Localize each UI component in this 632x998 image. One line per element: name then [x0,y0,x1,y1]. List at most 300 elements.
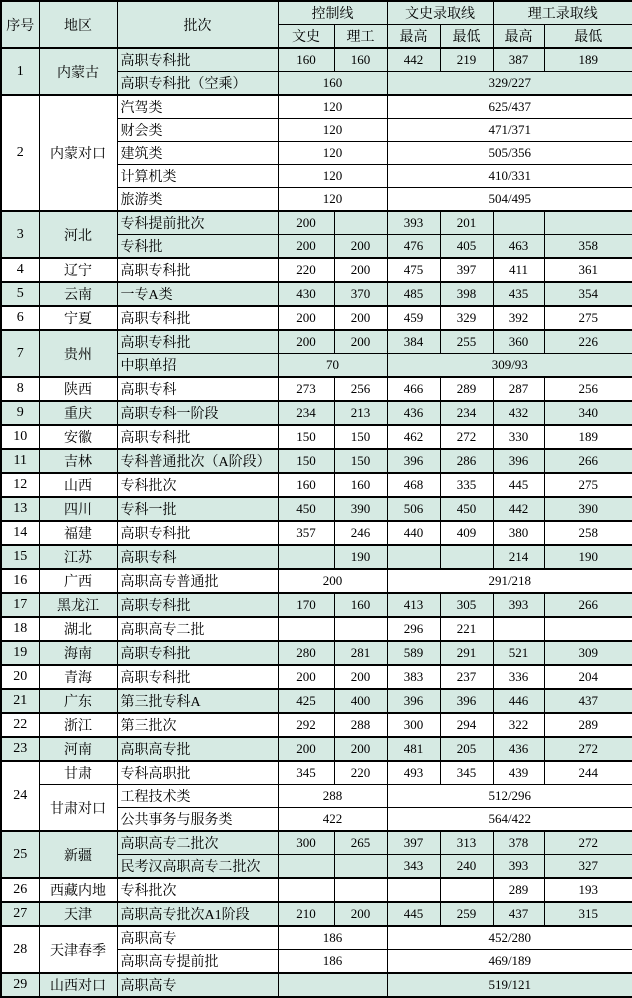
ligong-max-cell: 442 [493,497,544,521]
row-number-cell: 27 [1,902,39,926]
ctrl-wenshi-cell: 200 [278,235,334,259]
ctrl-wenshi-cell: 200 [278,211,334,235]
batch-cell: 高职专科批 [117,330,278,354]
ctrl-ligong-cell: 220 [334,761,387,785]
batch-cell: 专科一批 [117,497,278,521]
wenshi-min-cell: 240 [440,855,493,879]
wenshi-max-cell: 468 [387,473,440,497]
wenshi-max-cell: 436 [387,401,440,425]
table-row [1,545,632,569]
region-cell: 海南 [39,641,117,665]
ligong-min-cell: 437 [544,689,632,713]
ctrl-ligong-cell: 200 [334,235,387,259]
wenshi-max-cell: 440 [387,521,440,545]
ctrl-ligong-cell: 160 [334,593,387,617]
table-row [1,330,632,354]
admission-merged-cell: 564/422 [387,808,632,832]
batch-cell: 高职高专 [117,973,278,997]
table-row [1,713,632,737]
ctrl-wenshi-cell: 345 [278,761,334,785]
region-cell: 陕西 [39,377,117,401]
wenshi-max-cell: 396 [387,689,440,713]
row-number-cell: 17 [1,593,39,617]
ligong-min-cell: 358 [544,235,632,259]
control-merged-cell [278,973,387,997]
ligong-min-cell: 327 [544,855,632,879]
wenshi-min-cell: 219 [440,48,493,72]
table-row [1,449,632,473]
ligong-min-cell: 354 [544,282,632,306]
wenshi-min-cell: 398 [440,282,493,306]
wenshi-min-cell: 329 [440,306,493,330]
table-row [1,473,632,497]
row-number-cell: 15 [1,545,39,569]
row-number-cell: 8 [1,377,39,401]
wenshi-min-cell: 237 [440,665,493,689]
batch-cell: 建筑类 [117,142,278,165]
table-row [1,95,632,119]
header-wenshi-min: 最低 [440,25,493,49]
table-row [1,973,632,997]
table-row [1,211,632,235]
batch-cell: 第三批次 [117,713,278,737]
admission-merged-cell: 329/227 [387,72,632,96]
header-group-control: 控制线 [278,1,387,25]
ctrl-ligong-cell: 370 [334,282,387,306]
admission-merged-cell: 452/280 [387,926,632,950]
ligong-max-cell: 437 [493,902,544,926]
wenshi-min-cell: 255 [440,330,493,354]
admission-merged-cell: 505/356 [387,142,632,165]
wenshi-max-cell: 442 [387,48,440,72]
row-number-cell: 26 [1,878,39,902]
ligong-max-cell: 396 [493,449,544,473]
ligong-max-cell: 380 [493,521,544,545]
row-number-cell: 21 [1,689,39,713]
ctrl-wenshi-cell: 234 [278,401,334,425]
table-row [1,401,632,425]
wenshi-min-cell: 272 [440,425,493,449]
table-row [1,878,632,902]
ligong-max-cell: 436 [493,737,544,761]
ctrl-ligong-cell: 246 [334,521,387,545]
ligong-max-cell: 393 [493,855,544,879]
wenshi-max-cell: 343 [387,855,440,879]
control-merged-cell: 120 [278,165,387,188]
wenshi-max-cell: 459 [387,306,440,330]
table-row [1,831,632,855]
row-number-cell: 29 [1,973,39,997]
ligong-max-cell [493,211,544,235]
wenshi-max-cell: 462 [387,425,440,449]
region-cell: 天津 [39,902,117,926]
row-number-cell: 20 [1,665,39,689]
region-cell: 安徽 [39,425,117,449]
batch-cell: 专科批 [117,235,278,259]
ligong-min-cell: 258 [544,521,632,545]
table-row [1,641,632,665]
wenshi-max-cell: 476 [387,235,440,259]
ctrl-ligong-cell: 400 [334,689,387,713]
row-number-cell: 5 [1,282,39,306]
row-number-cell: 22 [1,713,39,737]
region-cell: 甘肃对口 [39,785,117,832]
batch-cell: 高职高专批次A1阶段 [117,902,278,926]
ligong-min-cell: 266 [544,449,632,473]
wenshi-min-cell: 291 [440,641,493,665]
ligong-max-cell: 446 [493,689,544,713]
batch-cell: 高职专科 [117,545,278,569]
ligong-min-cell: 390 [544,497,632,521]
table-row [1,569,632,593]
ctrl-wenshi-cell: 430 [278,282,334,306]
batch-cell: 高职高专普通批 [117,569,278,593]
batch-cell: 专科提前批次 [117,211,278,235]
ctrl-ligong-cell: 256 [334,377,387,401]
row-number-cell: 2 [1,95,39,211]
ctrl-wenshi-cell: 150 [278,425,334,449]
score-table-body [1,48,632,997]
row-number-cell: 13 [1,497,39,521]
wenshi-min-cell: 405 [440,235,493,259]
ligong-max-cell: 439 [493,761,544,785]
region-cell: 辽宁 [39,258,117,282]
ctrl-ligong-cell: 213 [334,401,387,425]
region-cell: 黑龙江 [39,593,117,617]
region-cell: 青海 [39,665,117,689]
region-cell: 河北 [39,211,117,258]
ctrl-wenshi-cell: 357 [278,521,334,545]
ctrl-wenshi-cell: 210 [278,902,334,926]
ctrl-ligong-cell: 150 [334,425,387,449]
batch-cell: 高职高专批 [117,737,278,761]
ctrl-ligong-cell: 200 [334,306,387,330]
batch-cell: 计算机类 [117,165,278,188]
wenshi-min-cell: 396 [440,689,493,713]
ctrl-wenshi-cell [278,545,334,569]
wenshi-min-cell: 294 [440,713,493,737]
wenshi-max-cell: 493 [387,761,440,785]
ligong-max-cell: 378 [493,831,544,855]
row-number-cell: 19 [1,641,39,665]
table-row [1,593,632,617]
ligong-max-cell: 392 [493,306,544,330]
header-diqu: 地区 [39,1,117,48]
ligong-max-cell: 387 [493,48,544,72]
header-group-wenshi: 文史录取线 [387,1,493,25]
ctrl-wenshi-cell: 300 [278,831,334,855]
wenshi-max-cell: 475 [387,258,440,282]
batch-cell: 高职专科批 [117,48,278,72]
row-number-cell: 25 [1,831,39,878]
table-row [1,785,632,808]
batch-cell: 高职专科批 [117,306,278,330]
batch-cell: 专科批次 [117,473,278,497]
wenshi-min-cell [440,878,493,902]
batch-cell: 高职高专 [117,926,278,950]
wenshi-max-cell: 397 [387,831,440,855]
row-number-cell: 23 [1,737,39,761]
region-cell: 河南 [39,737,117,761]
row-number-cell: 6 [1,306,39,330]
ctrl-ligong-cell [334,211,387,235]
wenshi-min-cell: 259 [440,902,493,926]
table-row [1,761,632,785]
table-row [1,282,632,306]
row-number-cell: 14 [1,521,39,545]
region-cell: 山西对口 [39,973,117,997]
wenshi-min-cell: 335 [440,473,493,497]
table-row [1,926,632,950]
batch-cell: 高职专科批（空乘） [117,72,278,96]
ligong-max-cell: 411 [493,258,544,282]
control-merged-cell: 422 [278,808,387,832]
region-cell: 云南 [39,282,117,306]
ctrl-ligong-cell [334,878,387,902]
batch-cell: 高职专科批 [117,593,278,617]
row-number-cell: 12 [1,473,39,497]
wenshi-min-cell: 286 [440,449,493,473]
ctrl-wenshi-cell: 160 [278,473,334,497]
region-cell: 湖北 [39,617,117,641]
region-cell: 贵州 [39,330,117,377]
batch-cell: 高职高专二批次 [117,831,278,855]
wenshi-max-cell: 384 [387,330,440,354]
ligong-min-cell: 189 [544,425,632,449]
admission-merged-cell: 504/495 [387,188,632,212]
ligong-max-cell: 330 [493,425,544,449]
ctrl-ligong-cell: 190 [334,545,387,569]
ctrl-wenshi-cell: 160 [278,48,334,72]
batch-cell: 高职高专二批 [117,617,278,641]
batch-cell: 高职专科一阶段 [117,401,278,425]
row-number-cell: 16 [1,569,39,593]
table-row [1,689,632,713]
wenshi-max-cell: 466 [387,377,440,401]
ligong-min-cell: 226 [544,330,632,354]
table-row [1,425,632,449]
batch-cell: 高职专科 [117,377,278,401]
batch-cell: 旅游类 [117,188,278,212]
wenshi-min-cell: 450 [440,497,493,521]
wenshi-max-cell: 485 [387,282,440,306]
ligong-min-cell: 289 [544,713,632,737]
ctrl-ligong-cell: 200 [334,258,387,282]
batch-cell: 财会类 [117,119,278,142]
region-cell: 福建 [39,521,117,545]
header-group-ligong: 理工录取线 [493,1,632,25]
ctrl-wenshi-cell: 280 [278,641,334,665]
region-cell: 内蒙对口 [39,95,117,211]
ligong-max-cell: 445 [493,473,544,497]
region-cell: 甘肃 [39,761,117,785]
batch-cell: 专科批次 [117,878,278,902]
ctrl-wenshi-cell [278,855,334,879]
ligong-min-cell: 315 [544,902,632,926]
wenshi-min-cell: 289 [440,377,493,401]
admission-merged-cell: 309/93 [387,354,632,378]
table-header [1,1,632,48]
wenshi-max-cell: 589 [387,641,440,665]
wenshi-min-cell: 205 [440,737,493,761]
batch-cell: 高职专科批 [117,521,278,545]
ctrl-wenshi-cell: 425 [278,689,334,713]
control-merged-cell: 186 [278,926,387,950]
batch-cell: 汽驾类 [117,95,278,119]
header-ligong-min: 最低 [544,25,632,49]
header-xuhao: 序号 [1,1,39,48]
ctrl-wenshi-cell: 200 [278,737,334,761]
table-row [1,258,632,282]
admission-merged-cell: 471/371 [387,119,632,142]
ctrl-ligong-cell: 200 [334,665,387,689]
admission-merged-cell: 291/218 [387,569,632,593]
ctrl-wenshi-cell [278,878,334,902]
wenshi-max-cell: 413 [387,593,440,617]
ctrl-ligong-cell: 200 [334,737,387,761]
ctrl-wenshi-cell: 450 [278,497,334,521]
batch-cell: 高职高专提前批 [117,950,278,974]
wenshi-max-cell: 296 [387,617,440,641]
ctrl-wenshi-cell: 200 [278,330,334,354]
ctrl-ligong-cell: 200 [334,330,387,354]
table-row [1,306,632,330]
region-cell: 山西 [39,473,117,497]
ligong-max-cell: 336 [493,665,544,689]
ligong-max-cell: 393 [493,593,544,617]
ctrl-wenshi-cell: 292 [278,713,334,737]
admission-merged-cell: 519/121 [387,973,632,997]
ctrl-ligong-cell: 160 [334,48,387,72]
region-cell: 新疆 [39,831,117,878]
wenshi-max-cell: 481 [387,737,440,761]
ligong-min-cell: 266 [544,593,632,617]
wenshi-min-cell: 345 [440,761,493,785]
table-row [1,497,632,521]
control-merged-cell: 120 [278,188,387,212]
batch-cell: 中职单招 [117,354,278,378]
ligong-min-cell: 275 [544,473,632,497]
ligong-max-cell: 521 [493,641,544,665]
admission-merged-cell: 410/331 [387,165,632,188]
row-number-cell: 24 [1,761,39,831]
ctrl-wenshi-cell: 150 [278,449,334,473]
row-number-cell: 10 [1,425,39,449]
region-cell: 内蒙古 [39,48,117,95]
ctrl-wenshi-cell: 273 [278,377,334,401]
wenshi-max-cell [387,878,440,902]
ligong-min-cell: 340 [544,401,632,425]
table-row [1,48,632,72]
wenshi-min-cell: 397 [440,258,493,282]
control-merged-cell: 288 [278,785,387,808]
wenshi-min-cell: 305 [440,593,493,617]
batch-cell: 第三批专科A [117,689,278,713]
table-row [1,902,632,926]
table-row [1,665,632,689]
ctrl-ligong-cell: 288 [334,713,387,737]
wenshi-max-cell: 383 [387,665,440,689]
region-cell: 吉林 [39,449,117,473]
ligong-max-cell [493,617,544,641]
wenshi-min-cell: 313 [440,831,493,855]
region-cell: 浙江 [39,713,117,737]
row-number-cell: 7 [1,330,39,377]
table-row [1,521,632,545]
control-merged-cell: 70 [278,354,387,378]
wenshi-min-cell: 201 [440,211,493,235]
ligong-min-cell: 272 [544,831,632,855]
wenshi-min-cell: 409 [440,521,493,545]
ligong-max-cell: 432 [493,401,544,425]
wenshi-max-cell: 445 [387,902,440,926]
ctrl-ligong-cell: 150 [334,449,387,473]
row-number-cell: 9 [1,401,39,425]
control-merged-cell: 120 [278,95,387,119]
batch-cell: 高职专科批 [117,641,278,665]
ligong-max-cell: 322 [493,713,544,737]
table-row [1,617,632,641]
admission-merged-cell: 469/189 [387,950,632,974]
wenshi-min-cell: 221 [440,617,493,641]
wenshi-max-cell: 393 [387,211,440,235]
row-number-cell: 28 [1,926,39,973]
control-merged-cell: 186 [278,950,387,974]
header-wenshi-max: 最高 [387,25,440,49]
admission-merged-cell: 512/296 [387,785,632,808]
row-number-cell: 3 [1,211,39,258]
ligong-min-cell [544,211,632,235]
ligong-min-cell: 189 [544,48,632,72]
control-merged-cell: 120 [278,119,387,142]
ligong-min-cell: 190 [544,545,632,569]
row-number-cell: 11 [1,449,39,473]
row-number-cell: 18 [1,617,39,641]
ligong-max-cell: 360 [493,330,544,354]
ctrl-wenshi-cell: 200 [278,306,334,330]
ligong-min-cell: 204 [544,665,632,689]
batch-cell: 民考汉高职高专二批次 [117,855,278,879]
batch-cell: 高职专科批 [117,665,278,689]
ctrl-ligong-cell [334,617,387,641]
batch-cell: 高职专科批 [117,258,278,282]
ctrl-wenshi-cell: 200 [278,665,334,689]
ligong-max-cell: 287 [493,377,544,401]
batch-cell: 高职专科批 [117,425,278,449]
ligong-min-cell [544,617,632,641]
ligong-min-cell: 309 [544,641,632,665]
ctrl-ligong-cell: 281 [334,641,387,665]
ligong-min-cell: 272 [544,737,632,761]
ctrl-wenshi-cell: 170 [278,593,334,617]
batch-cell: 一专A类 [117,282,278,306]
wenshi-max-cell: 396 [387,449,440,473]
ctrl-ligong-cell: 200 [334,902,387,926]
batch-cell: 专科普通批次（A阶段） [117,449,278,473]
control-merged-cell: 120 [278,142,387,165]
ligong-min-cell: 361 [544,258,632,282]
table-row [1,737,632,761]
region-cell: 重庆 [39,401,117,425]
wenshi-max-cell: 300 [387,713,440,737]
ctrl-ligong-cell: 160 [334,473,387,497]
table-row [1,377,632,401]
ctrl-wenshi-cell [278,617,334,641]
row-number-cell: 4 [1,258,39,282]
ctrl-ligong-cell: 390 [334,497,387,521]
control-merged-cell: 160 [278,72,387,96]
ligong-max-cell: 214 [493,545,544,569]
